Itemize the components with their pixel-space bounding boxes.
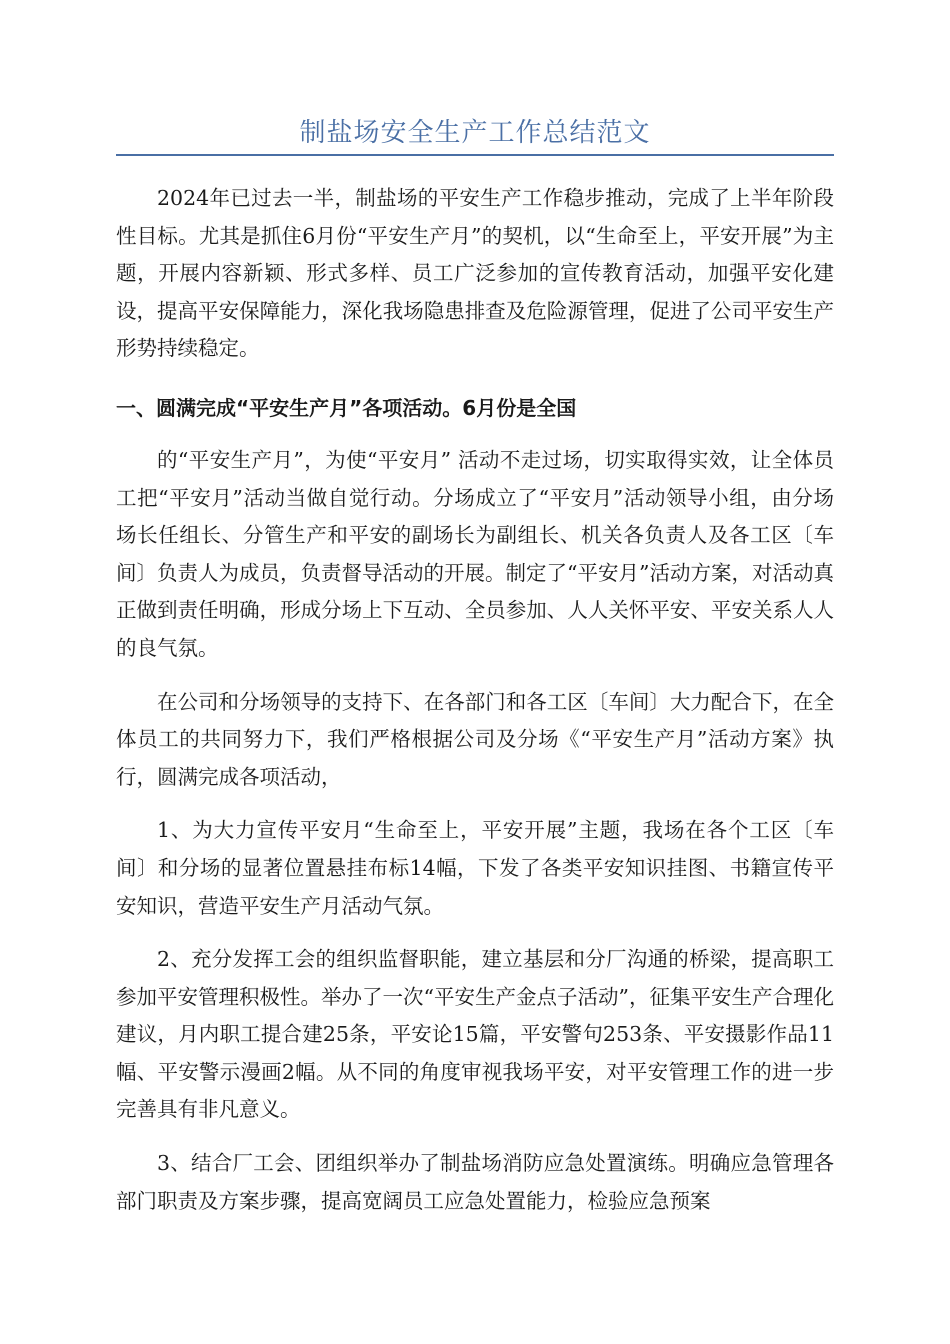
- list-item-2: 2、充分发挥工会的组织监督职能，建立基层和分厂沟通的桥梁，提高职工参加平安管理积极性。举办了一次“平安生产金点子活动”，征集平安生产合理化建议，月内职工提合建25条，平安论15篇，平安警句253条、平安摄影作品11幅、平安警示漫画2幅。从不同的角度审视我场平安，对平安管理工作的进一步完善具有非凡意义。: [116, 947, 834, 1122]
- section1-paragraph-2: 在公司和分场领导的支持下、在各部门和各工区〔车间〕大力配合下，在全体员工的共同努力下，我们严格根据公司及分场《“平安生产月”活动方案》执行，圆满完成各项活动，: [116, 689, 834, 789]
- title-underline: [116, 154, 834, 156]
- section1-paragraph-1: 的“平安生产月”，为使“平安月” 活动不走过场，切实取得实效，让全体员工把“平安月”活动当做自觉行动。分场成立了“平安月”活动领导小组，由分场场长任组长、分管生产和平安的副场长为副组长、机关各负责人及各工区〔车间〕负责人为成员，负责督导活动的开展。制定了“平安月”活动方案，对活动真正做到责任明确，形成分场上下互动、全员参加、人人关怀平安、平安关系人人的良气氛。: [116, 447, 834, 660]
- document-page: [116, 0, 834, 1220]
- list-item-1: 1、为大力宣传平安月“生命至上，平安开展”主题，我场在各个工区〔车间〕和分场的显著位置悬挂布标14幅，下发了各类平安知识挂图、书籍宣传平安知识，营造平安生产月活动气氛。: [116, 818, 834, 918]
- intro-paragraph: 2024年已过去一半，制盐场的平安生产工作稳步推动，完成了上半年阶段性目标。尤其是抓住6月份“平安生产月”的契机，以“生命至上，平安开展”为主题，开展内容新颖、形式多样、员工广泛参加的宣传教育活动，加强平安化建设，提高平安保障能力，深化我场隐患排查及危险源管理，促进了公司平安生产形势持续稳定。: [116, 186, 834, 361]
- list-item-3: 3、结合厂工会、团组织举办了制盐场消防应急处置演练。明确应急管理各部门职责及方案步骤，提高宽阔员工应急处置能力，检验应急预案: [116, 1151, 834, 1213]
- section-heading-1: 一、圆满完成“平安生产月”各项活动。6月份是全国: [116, 395, 577, 420]
- document-title: 制盐场安全生产工作总结范文: [299, 118, 651, 148]
